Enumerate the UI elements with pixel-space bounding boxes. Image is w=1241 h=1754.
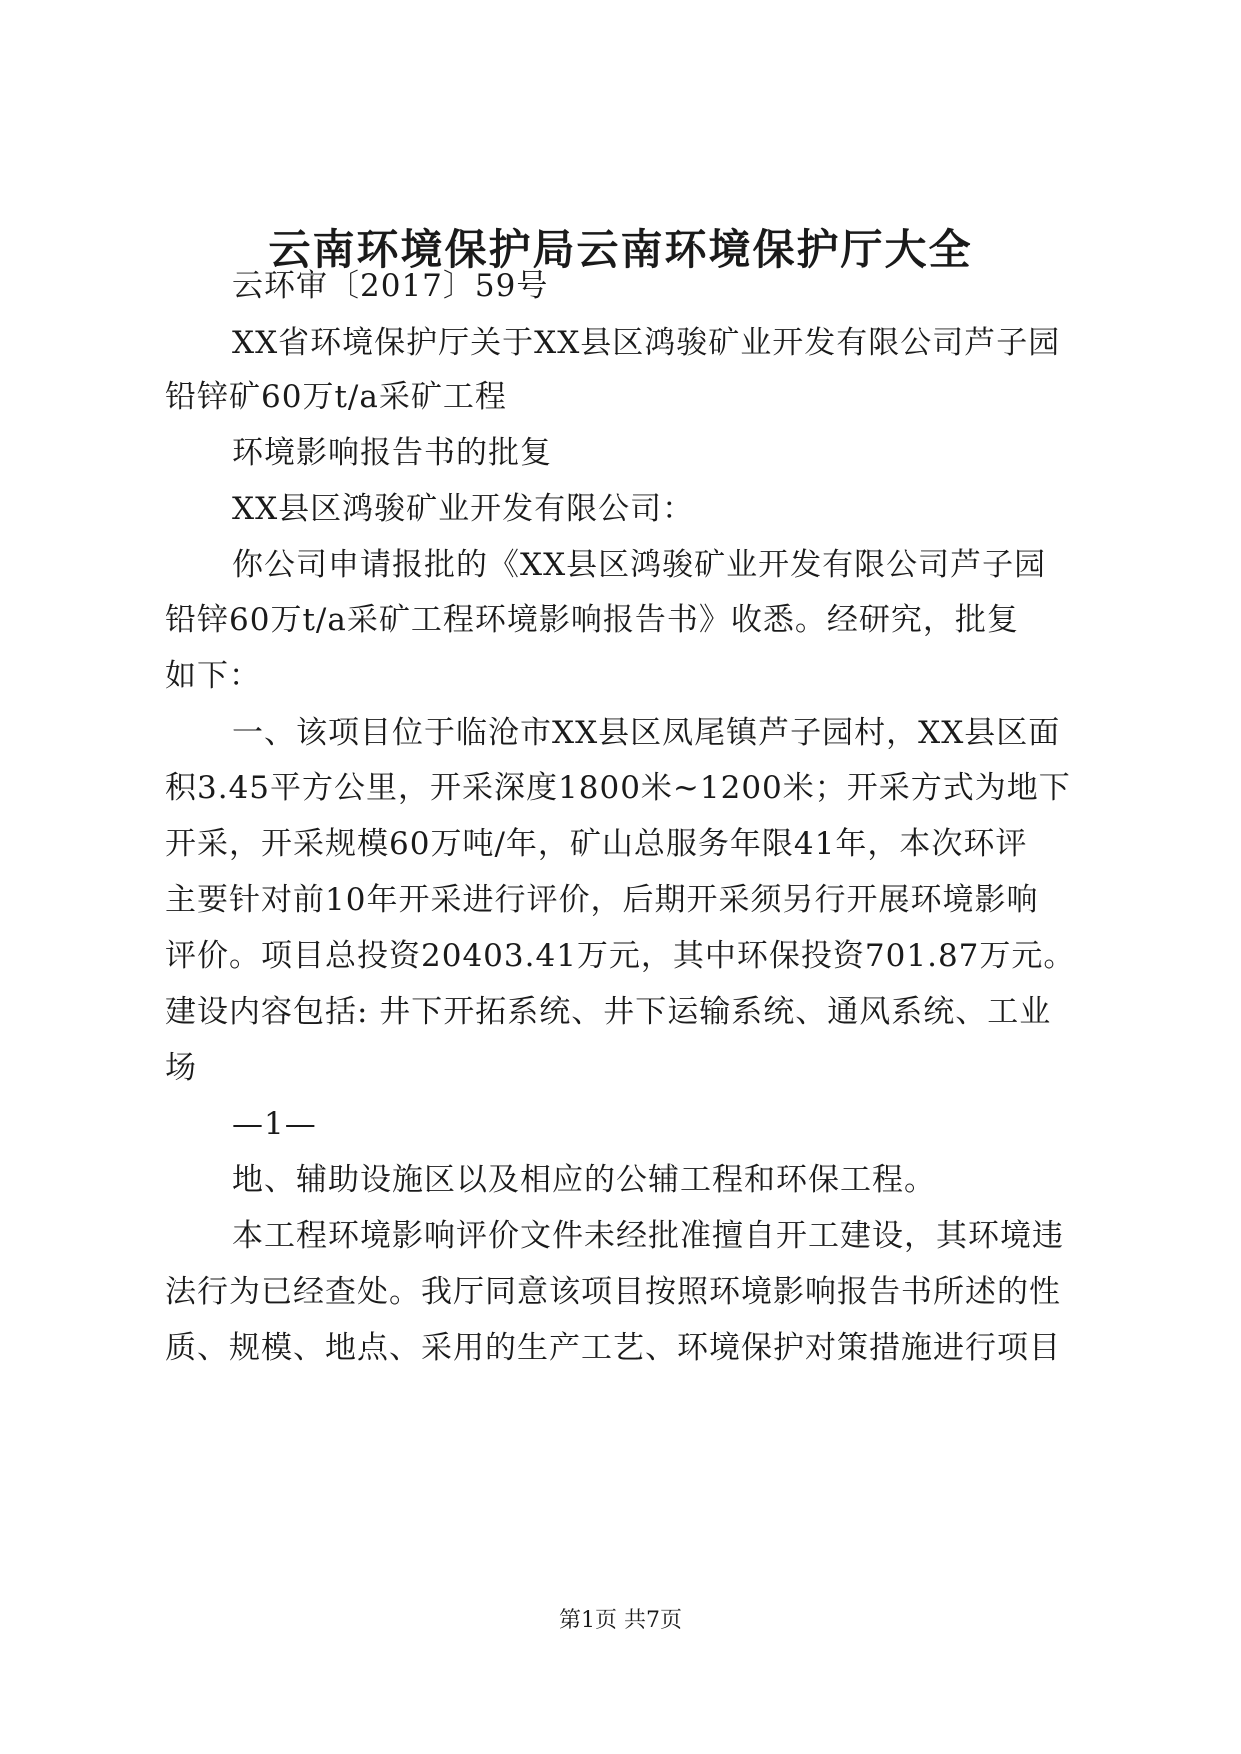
body-paragraph-line: 本工程环境影响评价文件未经批准擅自开工建设，其环境违 [232, 1218, 1064, 1254]
body-paragraph-line: 你公司申请报批的《XX县区鸿骏矿业开发有限公司芦子园 [232, 547, 1047, 583]
approval-heading-line-2: 铅锌矿60万t/a采矿工程 [165, 379, 507, 415]
approval-heading-line-1: XX省环境保护厅关于XX县区鸿骏矿业开发有限公司芦子园 [232, 325, 1061, 361]
document-number: 云环审〔2017〕59号 [232, 268, 549, 304]
body-paragraph-line: 法行为已经查处。我厅同意该项目按照环境影响报告书所述的性 [165, 1274, 1061, 1310]
body-paragraph-line: 评价。项目总投资20403.41万元，其中环保投资701.87万元。 [165, 938, 1076, 974]
addressee: XX县区鸿骏矿业开发有限公司： [232, 491, 695, 527]
body-paragraph-line: 质、规模、地点、采用的生产工艺、环境保护对策措施进行项目 [165, 1330, 1061, 1366]
body-paragraph-line: 开采，开采规模60万吨/年，矿山总服务年限41年，本次环评 [165, 826, 1028, 862]
page-footer: 第1页 共7页 [559, 1608, 682, 1633]
body-paragraph-line: 建设内容包括: 井下开拓系统、井下运输系统、通风系统、工业 [165, 994, 1052, 1030]
inline-page-marker: —1— [232, 1106, 317, 1142]
body-paragraph-line: 场 [165, 1050, 197, 1086]
document-title: 云南环境保护局云南环境保护厅大全 [268, 225, 973, 274]
body-paragraph-line: 铅锌60万t/a采矿工程环境影响报告书》收悉。经研究，批复 [165, 602, 1019, 638]
body-paragraph-line: 一、该项目位于临沧市XX县区凤尾镇芦子园村，XX县区面 [232, 715, 1061, 751]
body-paragraph-line: 积3.45平方公里，开采深度1800米~1200米；开采方式为地下 [165, 770, 1071, 806]
body-paragraph-line: 地、辅助设施区以及相应的公辅工程和环保工程。 [232, 1162, 936, 1198]
approval-heading-line-3: 环境影响报告书的批复 [232, 435, 552, 471]
body-paragraph-line: 主要针对前10年开采进行评价，后期开采须另行开展环境影响 [165, 882, 1039, 918]
body-paragraph-line: 如下： [165, 658, 261, 694]
